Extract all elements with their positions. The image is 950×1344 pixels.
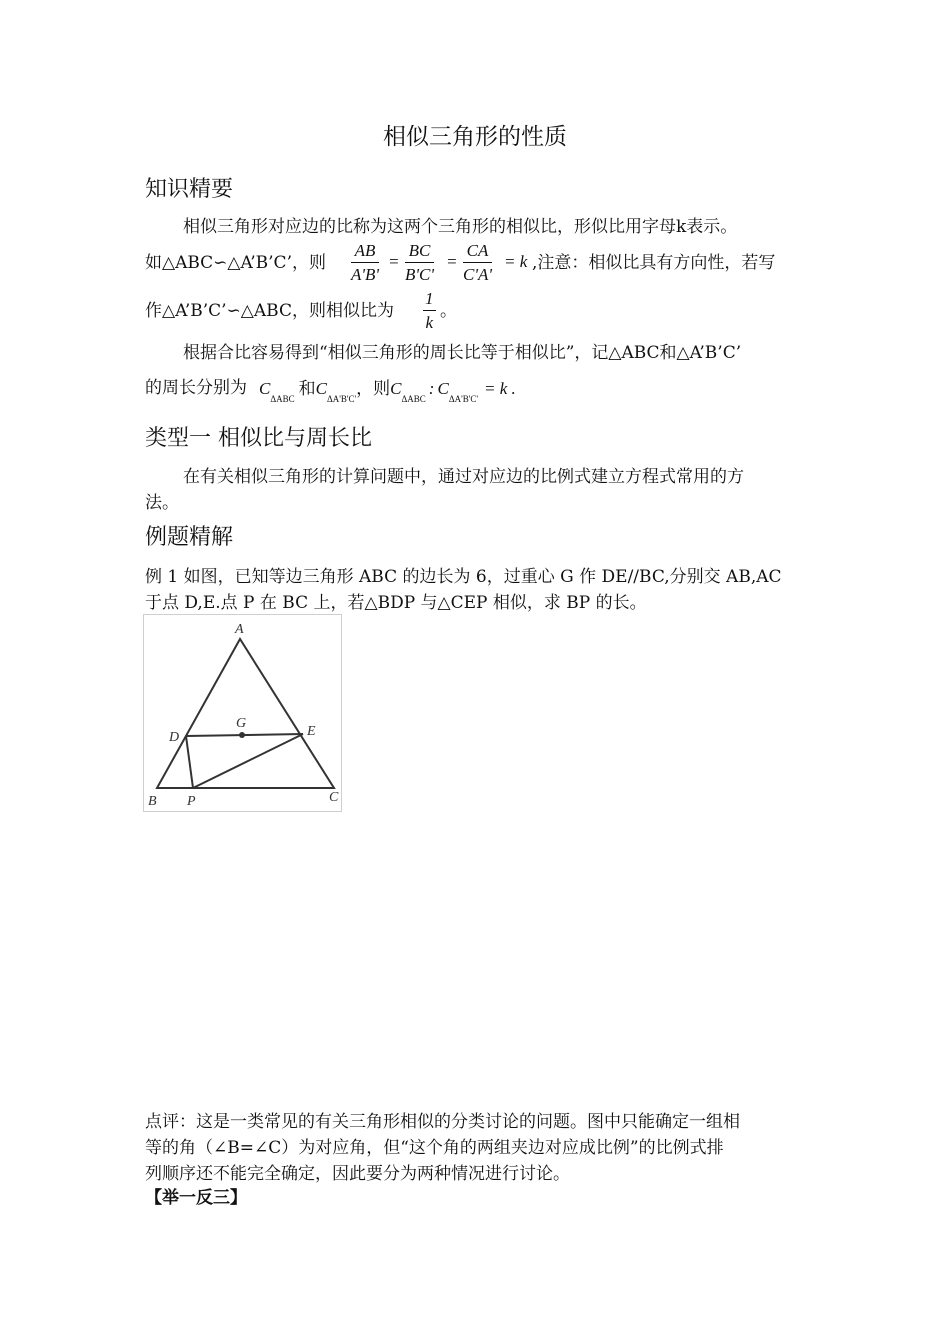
equals-k: = k . [483, 379, 516, 398]
ratio-colon: : [428, 379, 435, 398]
subscript: ΔABC [401, 394, 426, 404]
example-line: 于点 D,E.点 P 在 BC 上，若△BDP 与△CEP 相似，求 BP 的长。 [145, 593, 647, 613]
segment-dp [186, 736, 193, 788]
label-a: A [235, 622, 244, 637]
segment-pe [193, 734, 303, 788]
label-d: D [169, 730, 180, 745]
fraction-numerator: CA [463, 240, 492, 263]
paragraph-line: 如△ABC∽△A’B’C’，则 [145, 253, 326, 273]
fraction-numerator: AB [351, 240, 379, 263]
perimeter-symbol: C [437, 379, 449, 398]
fraction-ab [351, 240, 379, 287]
paragraph-line: 作△A’B’C’∽△ABC，则相似比为 [145, 301, 394, 321]
comment-line: 等的角（∠B=∠C）为对应角，但“这个角的两组夹边对应成比例”的比例式排 [145, 1138, 724, 1158]
paragraph-line: 。 [440, 301, 457, 321]
practice-heading: 【举一反三】 [145, 1188, 247, 1208]
fraction-bc [405, 240, 434, 287]
label-p: P [187, 794, 196, 809]
paragraph-line: 根据合比容易得到“相似三角形的周长比等于相似比”，记△ABC和△A’B’C’ [183, 343, 742, 363]
conjunction: 和 [298, 379, 316, 399]
comment-line: 点评：这是一类常见的有关三角形相似的分类讨论的问题。图中只能确定一组相 [145, 1112, 740, 1132]
example-line: 例 1 如图，已知等边三角形 ABC 的边长为 6，过重心 G 作 DE//BC,分别交 AB,AC [145, 567, 782, 587]
subscript: ΔA'B'C' [326, 394, 357, 404]
perimeter-formula [259, 374, 516, 404]
comment-line: 列顺序还不能完全确定，因此要分为两种情况进行讨论。 [145, 1164, 570, 1184]
section-heading-examples: 例题精解 [145, 525, 234, 550]
label-c: C [329, 790, 339, 805]
section-heading-type-one: 类型一 相似比与周长比 [145, 426, 372, 451]
paragraph-line: 的周长分别为 [145, 378, 247, 398]
triangle-figure [143, 614, 342, 812]
paragraph-line: 在有关相似三角形的计算问题中，通过对应边的比例式建立方程式常用的方 [183, 467, 744, 487]
fraction-one-over-k [423, 288, 436, 335]
fraction-numerator: BC [405, 240, 434, 263]
equals-sign: = [388, 252, 400, 271]
fraction-denominator: k [425, 313, 434, 332]
paragraph-line: ,注意：相似比具有方向性，若写 [532, 253, 776, 273]
label-b: B [148, 794, 157, 809]
fraction-denominator: B'C' [405, 265, 434, 284]
subscript: ΔA'B'C' [448, 394, 478, 404]
subscript: ΔABC [270, 394, 295, 404]
fraction-denominator: A'B' [351, 265, 380, 284]
paragraph-line: 相似三角形对应边的比称为这两个三角形的相似比，形似比用字母k表示。 [183, 217, 738, 237]
label-e: E [307, 724, 316, 739]
label-g: G [236, 716, 247, 731]
then-text: ，则 [356, 379, 391, 399]
equals-k: = k [504, 252, 528, 271]
perimeter-symbol: C [315, 379, 327, 398]
equals-sign: = [446, 252, 458, 271]
section-heading-knowledge: 知识精要 [145, 177, 234, 202]
perimeter-symbol: C [390, 379, 402, 398]
centroid-g-dot [239, 732, 245, 738]
page-title: 相似三角形的性质 [383, 124, 567, 150]
triangle-diagram [144, 615, 341, 811]
triangle-abc [157, 639, 334, 788]
fraction-ca [463, 240, 492, 287]
perimeter-symbol: C [259, 379, 271, 398]
paragraph-line: 法。 [145, 493, 179, 513]
fraction-numerator: 1 [423, 288, 436, 311]
fraction-denominator: C'A' [463, 265, 492, 284]
